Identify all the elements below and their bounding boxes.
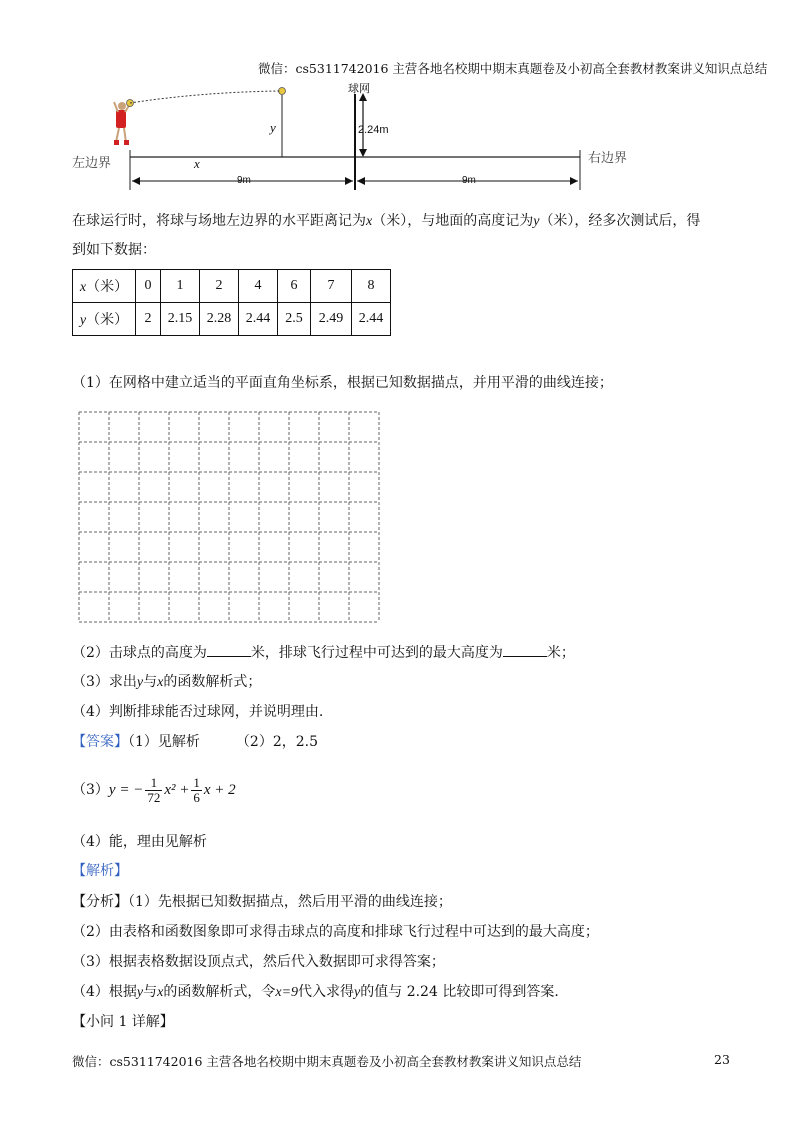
table-header-x: x（米） — [73, 270, 136, 303]
analysis-step-2: （2）由表格和函数图象即可求得击球点的高度和排球飞行过程中可达到的最大高度； — [72, 924, 599, 940]
table-cell: 6 — [278, 270, 311, 303]
answer-4: （4）能，理由见解析 — [72, 834, 207, 850]
y-label: y — [270, 120, 276, 135]
right-boundary-label: 右边界 — [588, 151, 628, 166]
data-table — [72, 269, 391, 336]
answer-tag: 【答案】 — [72, 734, 128, 750]
analysis-step-4: （4）根据y与x的函数解析式，令x=9代入求得y的值与 2.24 比较即可得到答案. — [72, 984, 559, 1000]
table-cell: 2.49 — [311, 303, 352, 336]
table-cell: 1 — [161, 270, 200, 303]
table-cell: 8 — [352, 270, 391, 303]
intro-line-1 — [72, 214, 700, 229]
intro-x-var: x — [366, 214, 373, 229]
ball-point-icon — [279, 88, 286, 95]
page-footer: 微信：cs5311742016 主营各地名校期中期末真题卷及小初高全套教材教案讲义知识点总结 — [72, 1054, 582, 1069]
table-row-x — [73, 270, 391, 303]
answer-grid — [78, 411, 380, 623]
x-label: x — [194, 156, 200, 171]
table-row-y — [73, 303, 391, 336]
intro-y-var: y — [533, 214, 540, 229]
blank-2[interactable] — [503, 644, 547, 657]
page-number: 23 — [714, 1052, 730, 1067]
player-icon — [114, 102, 130, 145]
answer-3: （3） y = − $\frac{1}{72}$ x² + $\frac{1}{6}$ x + 2 — [72, 774, 236, 805]
table-cell: 2.28 — [200, 303, 239, 336]
page-header: 微信：cs5311742016 主营各地名校期中期末真题卷及小初高全套教材教案讲义知识点总结 — [258, 61, 768, 76]
table-cell: 2.15 — [161, 303, 200, 336]
analysis-step-1: 【分析】（1）先根据已知数据描点，然后用平滑的曲线连接； — [72, 894, 452, 910]
table-cell: 2 — [200, 270, 239, 303]
net-height-label: 2.24m — [358, 124, 389, 136]
detail-tag: 【小问 1 详解】 — [72, 1014, 174, 1030]
trajectory — [130, 91, 280, 103]
left-distance-label: 9m — [237, 175, 251, 186]
analysis-tag: 【解析】 — [72, 863, 128, 879]
court-diagram — [62, 80, 742, 195]
question-1: （1）在网格中建立适当的平面直角坐标系，根据已知数据描点，并用平滑的曲线连接； — [72, 375, 613, 391]
blank-1[interactable] — [207, 644, 251, 657]
table-cell: 0 — [136, 270, 161, 303]
fraction-1: $\frac{1}{72}$ — [147, 774, 161, 805]
question-4: （4）判断排球能否过球网，并说明理由. — [72, 704, 324, 720]
intro-text-a: 在球运行时，将球与场地左边界的水平距离记为 — [72, 213, 366, 229]
table-cell: 2.5 — [278, 303, 311, 336]
answer-line: 【答案】（1）见解析 （2）2，2.5 — [72, 734, 319, 750]
table-cell: 4 — [239, 270, 278, 303]
table-cell: 2 — [136, 303, 161, 336]
table-cell: 7 — [311, 270, 352, 303]
table-cell: 2.44 — [352, 303, 391, 336]
analysis-step-3: （3）根据表格数据设顶点式，然后代入数据即可求得答案； — [72, 954, 445, 970]
intro-line-2: 到如下数据： — [72, 242, 156, 258]
table-cell: 2.44 — [239, 303, 278, 336]
left-boundary-label: 左边界 — [72, 156, 112, 171]
net-label: 球网 — [348, 82, 370, 95]
question-3: （3）求出y与x的函数解析式； — [72, 674, 262, 690]
intro-text-b: （米），与地面的高度记为 — [372, 213, 534, 229]
intro-text-c: （米），经多次测试后，得 — [539, 213, 701, 229]
question-2: （2）击球点的高度为 米，排球飞行过程中可达到的最大高度为 米； — [72, 645, 575, 661]
table-header-y: y（米） — [73, 303, 136, 336]
fraction-2: $\frac{1}{6}$ — [193, 774, 200, 805]
right-distance-label: 9m — [462, 175, 476, 186]
